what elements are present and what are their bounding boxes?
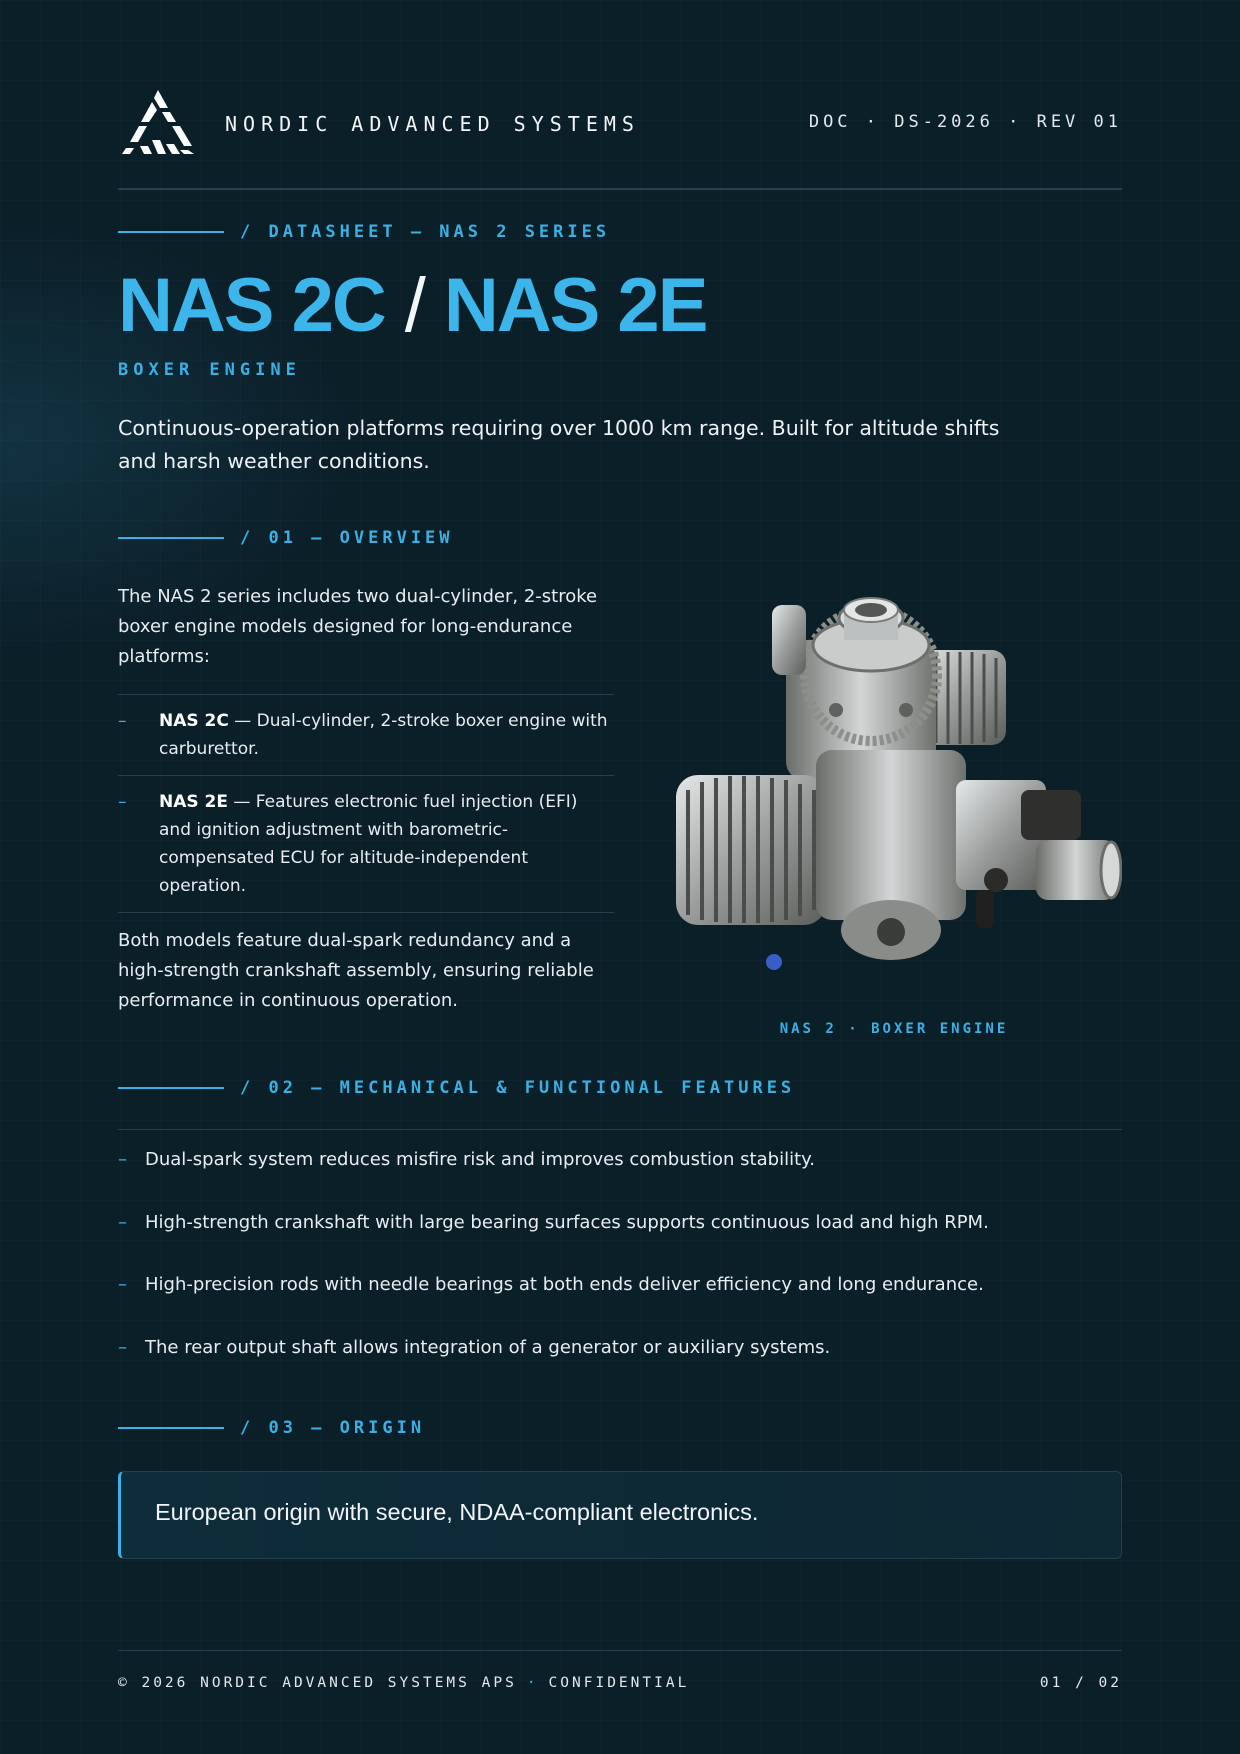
list-item	[118, 1205, 1122, 1268]
overview-intro: The NAS 2 series includes two dual-cylinder, 2-stroke boxer engine models designed for long-endurance platforms:	[118, 586, 598, 667]
page-number: 01 / 02	[1039, 1675, 1122, 1691]
model-description: — Features electronic fuel injection (EFI) and ignition adjustment with barometric-compensated ECU for altitude-independent operation.	[159, 792, 578, 896]
throttle-body	[956, 780, 1121, 928]
section-label-text: / 03 — ORIGIN	[240, 1418, 426, 1438]
document-reference: DOC · DS-2026 · REV 01	[808, 112, 1122, 132]
feature-text: Dual-spark system reduces misfire risk and improves combustion stability.	[145, 1149, 815, 1170]
section-label-text: / 01 — OVERVIEW	[240, 528, 454, 548]
list-item	[118, 1330, 1122, 1393]
engine-image	[666, 580, 1122, 1000]
model-item-nas-2e	[118, 776, 614, 913]
eyebrow-text: / DATASHEET — NAS 2 SERIES	[240, 222, 611, 242]
triangle-stripes-logo-icon	[122, 88, 194, 156]
section-label-overview	[118, 527, 454, 549]
dash-bullet: –	[118, 711, 127, 731]
footer-divider	[118, 1650, 1122, 1651]
classification-text: CONFIDENTIAL	[548, 1675, 690, 1691]
image-caption: NAS 2 · BOXER ENGINE	[779, 1021, 1009, 1037]
lower-cylinder	[676, 775, 826, 970]
datasheet-page	[118, 0, 1122, 1754]
list-item	[118, 1142, 1122, 1205]
origin-callout	[118, 1471, 1122, 1559]
dash-bullet: –	[118, 1336, 127, 1358]
feature-text: High-strength crankshaft with large bearing surfaces supports continuous load and high RPM.	[145, 1211, 989, 1233]
section-line	[118, 1087, 224, 1089]
list-item	[118, 1267, 1122, 1330]
model-name: NAS 2E	[159, 792, 228, 812]
dash-bullet: –	[118, 792, 127, 812]
model-description: — Dual-cylinder, 2-stroke boxer engine with carburettor.	[159, 711, 608, 759]
dash-bullet: –	[118, 1149, 127, 1170]
section-label-features	[118, 1077, 795, 1099]
title-model-2e: NAS 2E	[443, 263, 707, 348]
footer-left	[118, 1675, 689, 1691]
page-header	[118, 88, 1122, 158]
lead-paragraph: Continuous-operation platforms requiring over 1000 km range. Built for altitude shifts and harsh weather conditions.	[118, 416, 1000, 473]
page-title	[118, 262, 706, 349]
feature-list	[118, 1142, 1122, 1392]
section-line	[118, 1427, 224, 1429]
datasheet-eyebrow	[118, 221, 610, 243]
section-label-origin	[118, 1417, 425, 1439]
title-separator: /	[404, 263, 424, 348]
dash-bullet: –	[118, 1211, 127, 1233]
section-label-text: / 02 — MECHANICAL & FUNCTIONAL FEATURES	[240, 1078, 796, 1098]
model-name: NAS 2C	[159, 711, 229, 731]
title-model-2c: NAS 2C	[118, 263, 385, 348]
origin-statement: European origin with secure, NDAA-compliant electronics.	[155, 1499, 759, 1525]
brand-name: NORDIC ADVANCED SYSTEMS	[225, 112, 640, 136]
model-item-nas-2c	[118, 695, 614, 776]
feature-text: High-precision rods with needle bearings at both ends deliver efficiency and long endurance.	[145, 1274, 984, 1295]
dash-bullet: –	[118, 1274, 127, 1295]
page-subtitle: BOXER ENGINE	[118, 360, 301, 380]
eyebrow-line	[118, 231, 224, 233]
overview-closing: Both models feature dual-spark redundancy and a high-strength crankshaft assembly, ensuring reliable performance in continuous operation.	[118, 930, 594, 1011]
footer-separator: ·	[526, 1675, 539, 1691]
header-divider	[118, 188, 1122, 190]
copyright-text: © 2026 NORDIC ADVANCED SYSTEMS APS	[118, 1675, 517, 1691]
features-divider	[118, 1129, 1122, 1130]
feature-text: The rear output shaft allows integration of a generator or auxiliary systems.	[145, 1336, 831, 1358]
model-list	[118, 694, 614, 913]
section-line	[118, 537, 224, 539]
